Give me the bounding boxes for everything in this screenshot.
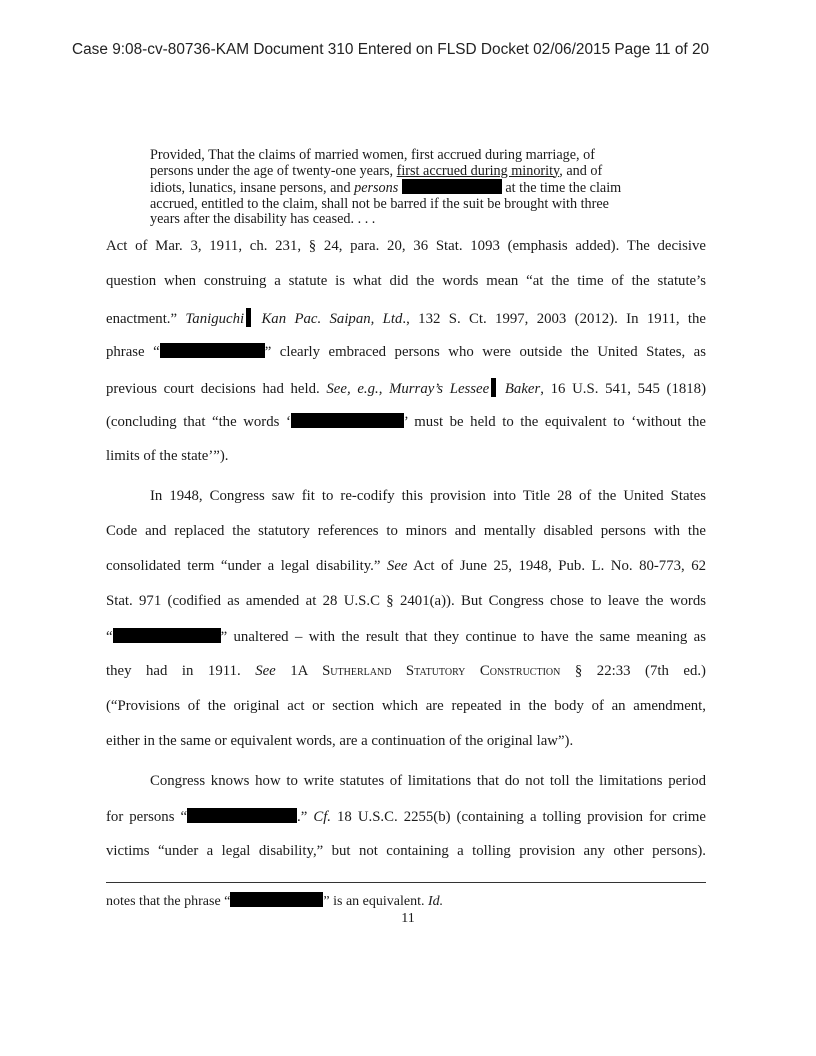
text-line: consolidated term “under a legal disability.” See Act of June 25, 1948, Pub. L. No. 80-773, 62 xyxy=(106,558,706,574)
quote-line: accrued, entitled to the claim, shall not be barred if the suit be brought with three xyxy=(150,195,609,212)
text-line: Congress knows how to write statutes of limitations that do not toll the limitations period xyxy=(150,773,706,789)
text-line: (“Provisions of the original act or section which are repeated in the body of an amendment, xyxy=(106,698,706,714)
emphasis-italic: persons xyxy=(354,180,399,197)
text-line: either in the same or equivalent words, are a continuation of the original law”). xyxy=(106,733,574,749)
redaction-box xyxy=(230,892,323,907)
text-line: “ ” unaltered – with the result that they continue to have the same meaning as xyxy=(106,629,706,645)
redaction-box xyxy=(291,413,404,428)
text-line: for persons “ .” Cf. 18 U.S.C. 2255(b) (containing a tolling provision for crime xyxy=(106,809,706,825)
text-line: phrase “ ” clearly embraced persons who were outside the United States, as xyxy=(106,344,707,360)
redaction-box xyxy=(491,378,496,397)
text-line: previous court decisions had held. See, e.g., Murray’s Lessee Baker, 16 U.S. 541, 545 (1818) xyxy=(106,378,706,398)
text-line: limits of the state’”). xyxy=(106,448,229,464)
docket-header: Case 9:08-cv-80736-KAM Document 310 Entered on FLSD Docket 02/06/2015 Page 11 of 20 xyxy=(72,41,710,58)
text-line: In 1948, Congress saw fit to re-codify this provision into Title 28 of the United States xyxy=(150,488,706,504)
text-line: (concluding that “the words ‘ ’ must be held to the equivalent to ‘without the xyxy=(106,414,706,430)
text-line: Act of Mar. 3, 1911, ch. 231, § 24, para. 20, 36 Stat. 1093 (emphasis added). The decisive xyxy=(106,238,706,254)
redaction-box xyxy=(402,179,502,194)
redaction-box xyxy=(113,628,221,643)
quote-line: years after the disability has ceased. . . . xyxy=(150,211,376,228)
block-quote xyxy=(150,148,665,228)
redaction-box xyxy=(246,308,251,327)
text-line: they had in 1911. See 1A Sutherland Statutory Construction § 22:33 (7th ed.) xyxy=(106,663,706,679)
emphasis-underline: first accrued during minority xyxy=(396,162,560,179)
quote-line: Provided, That the claims of married women, first accrued during marriage, of xyxy=(150,147,595,163)
text-line: victims “under a legal disability,” but not containing a tolling provision any other persons). xyxy=(106,843,706,859)
footnote: notes that the phrase “ ” is an equivalent. Id. xyxy=(106,894,444,909)
redaction-box xyxy=(160,343,265,358)
quote-line: persons under the age of twenty-one years, first accrued during minority, and of xyxy=(150,162,603,179)
text-line: Stat. 971 (codified as amended at 28 U.S.C § 2401(a)). But Congress chose to leave the words xyxy=(106,593,706,609)
page-number: 11 xyxy=(401,911,415,926)
text-line: question when construing a statute is what did the words mean “at the time of the statute’s xyxy=(106,273,706,289)
footnote-divider xyxy=(106,882,706,883)
text-line: enactment.” Taniguchi Kan Pac. Saipan, Ltd., 132 S. Ct. 1997, 2003 (2012). In 1911, the xyxy=(106,308,706,328)
quote-line: idiots, lunatics, insane persons, and persons at the time the claim xyxy=(150,180,622,197)
redaction-box xyxy=(187,808,297,823)
text-line: Code and replaced the statutory references to minors and mentally disabled persons with the xyxy=(106,523,706,539)
